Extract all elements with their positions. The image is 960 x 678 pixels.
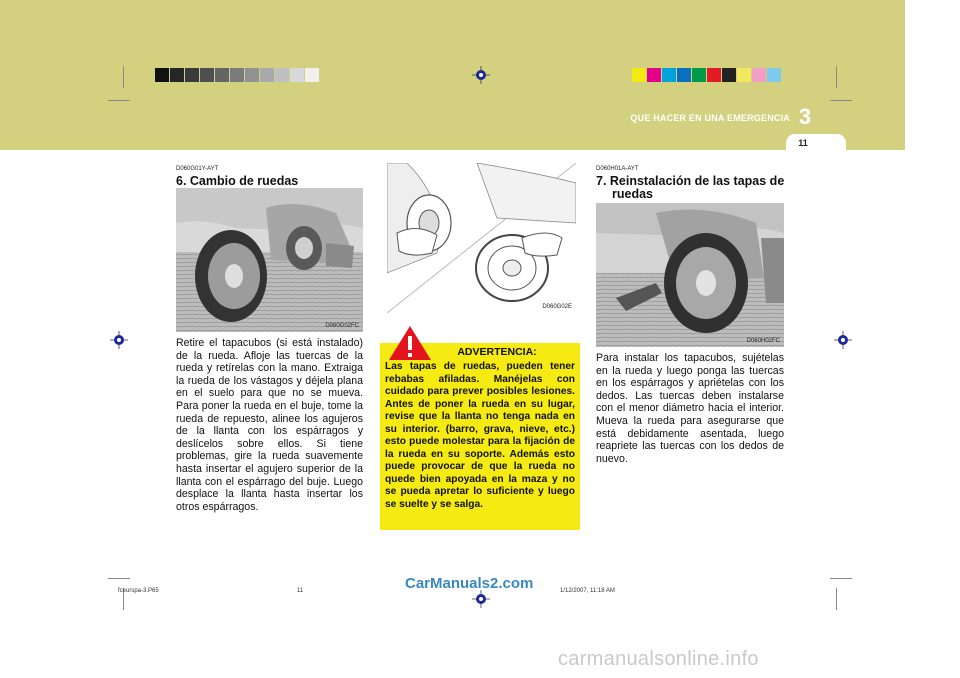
figure-code: D060H02FC	[746, 338, 780, 344]
calibration-swatch	[692, 68, 706, 82]
section-heading-line2: ruedas	[612, 187, 653, 201]
section-heading: 6. Cambio de ruedas	[176, 174, 299, 188]
page-number: 11	[798, 138, 808, 148]
calibration-swatch	[737, 68, 751, 82]
calibration-swatch	[662, 68, 676, 82]
calibration-swatch	[260, 68, 274, 82]
calibration-swatch	[245, 68, 259, 82]
registration-mark-icon	[110, 331, 128, 349]
footer-datetime: 1/12/2007, 11:18 AM	[560, 588, 615, 594]
calibration-swatch	[632, 68, 646, 82]
hub-cleaning-figure	[387, 163, 576, 313]
footer-page: 11	[297, 588, 304, 594]
calibration-swatch	[185, 68, 199, 82]
calibration-swatch	[677, 68, 691, 82]
calibration-swatch	[215, 68, 229, 82]
calibration-swatch	[707, 68, 721, 82]
section-code: D060G01Y-AYT	[176, 166, 219, 172]
chapter-number: 3	[798, 104, 812, 129]
registration-mark-icon	[472, 590, 490, 608]
figure-code: D060G02E	[542, 304, 572, 310]
registration-mark-icon	[834, 331, 852, 349]
calibration-swatch	[722, 68, 736, 82]
warning-text: Las tapas de ruedas, pueden tener rebabas afiladas. Manéjelas con cuidado para prever posibles lesiones. Antes de poner la rueda en su lugar, revise que la llanta no tenga nada en su interior. (barro, grava, nieve, etc.) esto puede molestar para la fijación de la rueda en su soporte. Además esto puede provocar de que la rueda no quede bien apoyada en la maza y no se pueda apretar lo suficiente y luego se suelte y se salga.	[385, 361, 575, 510]
watermark-logo[interactable]: CarManuals2.com	[405, 575, 534, 592]
tire-change-figure	[176, 188, 363, 332]
gray-calibration-bars	[155, 68, 320, 82]
figure-code: D060G02FC	[325, 323, 359, 329]
calibration-swatch	[170, 68, 184, 82]
footer-file: fceurspa-3.P65	[118, 588, 159, 594]
calibration-swatch	[647, 68, 661, 82]
section-code: D060H01A-AYT	[596, 166, 639, 172]
calibration-swatch	[290, 68, 304, 82]
color-calibration-bars	[632, 68, 782, 82]
body-text: Retire el tapacubos (si está instalado) de la rueda. Afloje las tuercas de la rueda y retírelas con la mano. Extraiga la rueda de los vástagos y déjela plana en el suelo para que no se mueva. Para poner la rueda en el buje, tome la rueda de repuesto, alinee los agujeros de la llanta con los espárragos y deslícelos sobre ellos. Si tiene problemas, gire la rueda suavemente hasta insertar el agujero superior de la llanta con el espárrago del buje. Luego desplace la llanta hasta insertar los otros espárragos.	[176, 337, 363, 513]
calibration-swatch	[200, 68, 214, 82]
calibration-swatch	[230, 68, 244, 82]
calibration-swatch	[752, 68, 766, 82]
calibration-swatch	[275, 68, 289, 82]
warning-triangle-icon	[388, 325, 432, 361]
registration-mark-icon	[472, 66, 490, 84]
calibration-swatch	[305, 68, 319, 82]
calibration-swatch	[155, 68, 169, 82]
bottom-watermark[interactable]: carmanualsonline.info	[558, 648, 759, 670]
warning-box	[380, 343, 580, 530]
calibration-swatch	[767, 68, 781, 82]
body-text: Para instalar los tapacubos, sujételas en la rueda y luego ponga las tuercas en los espárragos y apriételas con los dedos. Las tuercas deben instalarse con el menor diámetro hacia el interior. Mueva la rueda para asegurarse que está debidamente asentada, luego reapriete las tuercas con los dedos de nuevo.	[596, 352, 784, 465]
hubcap-install-figure	[596, 203, 784, 347]
header-title: QUE HACER EN UNA EMERGENCIA	[630, 113, 790, 123]
warning-title: ADVERTENCIA:	[457, 346, 537, 358]
section-heading-line1: 7. Reinstalación de las tapas de	[596, 174, 785, 188]
